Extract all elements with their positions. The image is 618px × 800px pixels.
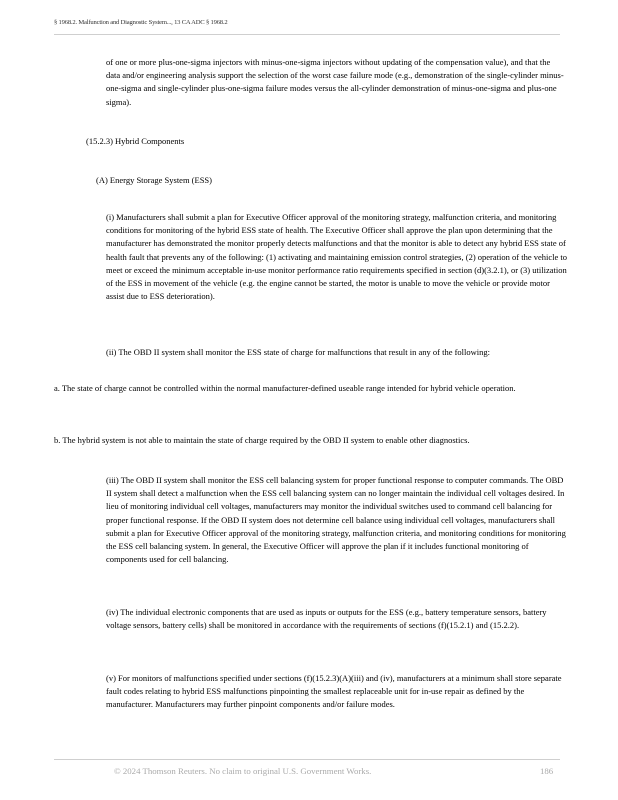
- running-header: § 1968.2. Malfunction and Diagnostic System..., 13 CA ADC § 1968.2: [54, 19, 228, 26]
- page-number: 186: [540, 766, 554, 776]
- paragraph-item-v: (v) For monitors of malfunctions specified under sections (f)(15.2.3)(A)(iii) and (iv), manufacturers at a minimum shall store separate fault codes relating to hybrid ESS malfunctions pinpointing the smallest replaceable unit for in-use repair as defined by the manufacturer. Manufacturers may further pinpoint components and/or failure modes.: [106, 673, 562, 710]
- paragraph-item-ii: (ii) The OBD II system shall monitor the ESS state of charge for malfunctions that result in any of the following:: [106, 347, 491, 357]
- paragraph-item-iii: (iii) The OBD II system shall monitor the ESS cell balancing system for proper functional response to computer commands. The OBD II system shall detect a malfunction when the ESS cell balancing system can no longer maintain the individual cell voltages desired. In lieu of monitoring individual cell voltages, manufacturers may monitor the individual switches used to command cell balancing for proper functional response. If the OBD II system does not determine cell balance using individual cell voltages, manufacturers shall submit a plan for Executive Officer approval of the monitoring strategy, malfunction criteria, and monitoring conditions for monitoring the ESS cell balancing system. In general, the Executive Officer will approve the plan if it includes functional monitoring of components used for cell balancing.: [106, 475, 566, 565]
- header-divider: [54, 34, 560, 35]
- paragraph-item-b: b. The hybrid system is not able to maintain the state of charge required by the OBD II system to enable other diagnostics.: [54, 435, 470, 445]
- section-heading-hybrid-components: (15.2.3) Hybrid Components: [86, 136, 185, 146]
- paragraph-item-i: (i) Manufacturers shall submit a plan for Executive Officer approval of the monitoring strategy, malfunction criteria, and monitoring conditions for monitoring of the hybrid ESS state of health. The Executive Officer shall approve the plan upon determining that the manufacturer has demonstrated the monitor properly detects malfunctions and that the monitor is able to detect any hybrid ESS state of health fault that prevents any of the following: (1) activating and maintaining emission control strategies, (2) operation of the vehicle to meet or exceed the minimum acceptable in-use monitor performance ratio requirements specified in section (d)(3.2.1), or (3) utilization of the ESS in movement of the vehicle (e.g. the engine cannot be started, the motor is unable to move the vehicle or provide motor assist due to ESS deterioration).: [106, 212, 567, 302]
- footer-divider: [54, 759, 560, 760]
- subsection-heading-ess: (A) Energy Storage System (ESS): [96, 175, 212, 185]
- footer-copyright: © 2024 Thomson Reuters. No claim to original U.S. Government Works.: [114, 766, 372, 776]
- paragraph-continuation: of one or more plus-one-sigma injectors with minus-one-sigma injectors without updating of the compensation value), and that the data and/or engineering analysis support the selection of the worst case failure mode (e.g., demonstration of the single-cylinder minus-one-sigma and single-cylinder plus-one-sigma failure modes versus the all-cylinder demonstration of minus-one-sigma and plus-one sigma).: [106, 57, 564, 107]
- paragraph-item-iv: (iv) The individual electronic components that are used as inputs or outputs for the ESS (e.g., battery temperature sensors, battery voltage sensors, battery cells) shall be monitored in accordance with the requirements of sections (f)(15.2.1) and (15.2.2).: [106, 607, 547, 631]
- paragraph-item-a: a. The state of charge cannot be controlled within the normal manufacturer-defined useable range intended for hybrid vehicle operation.: [54, 383, 516, 393]
